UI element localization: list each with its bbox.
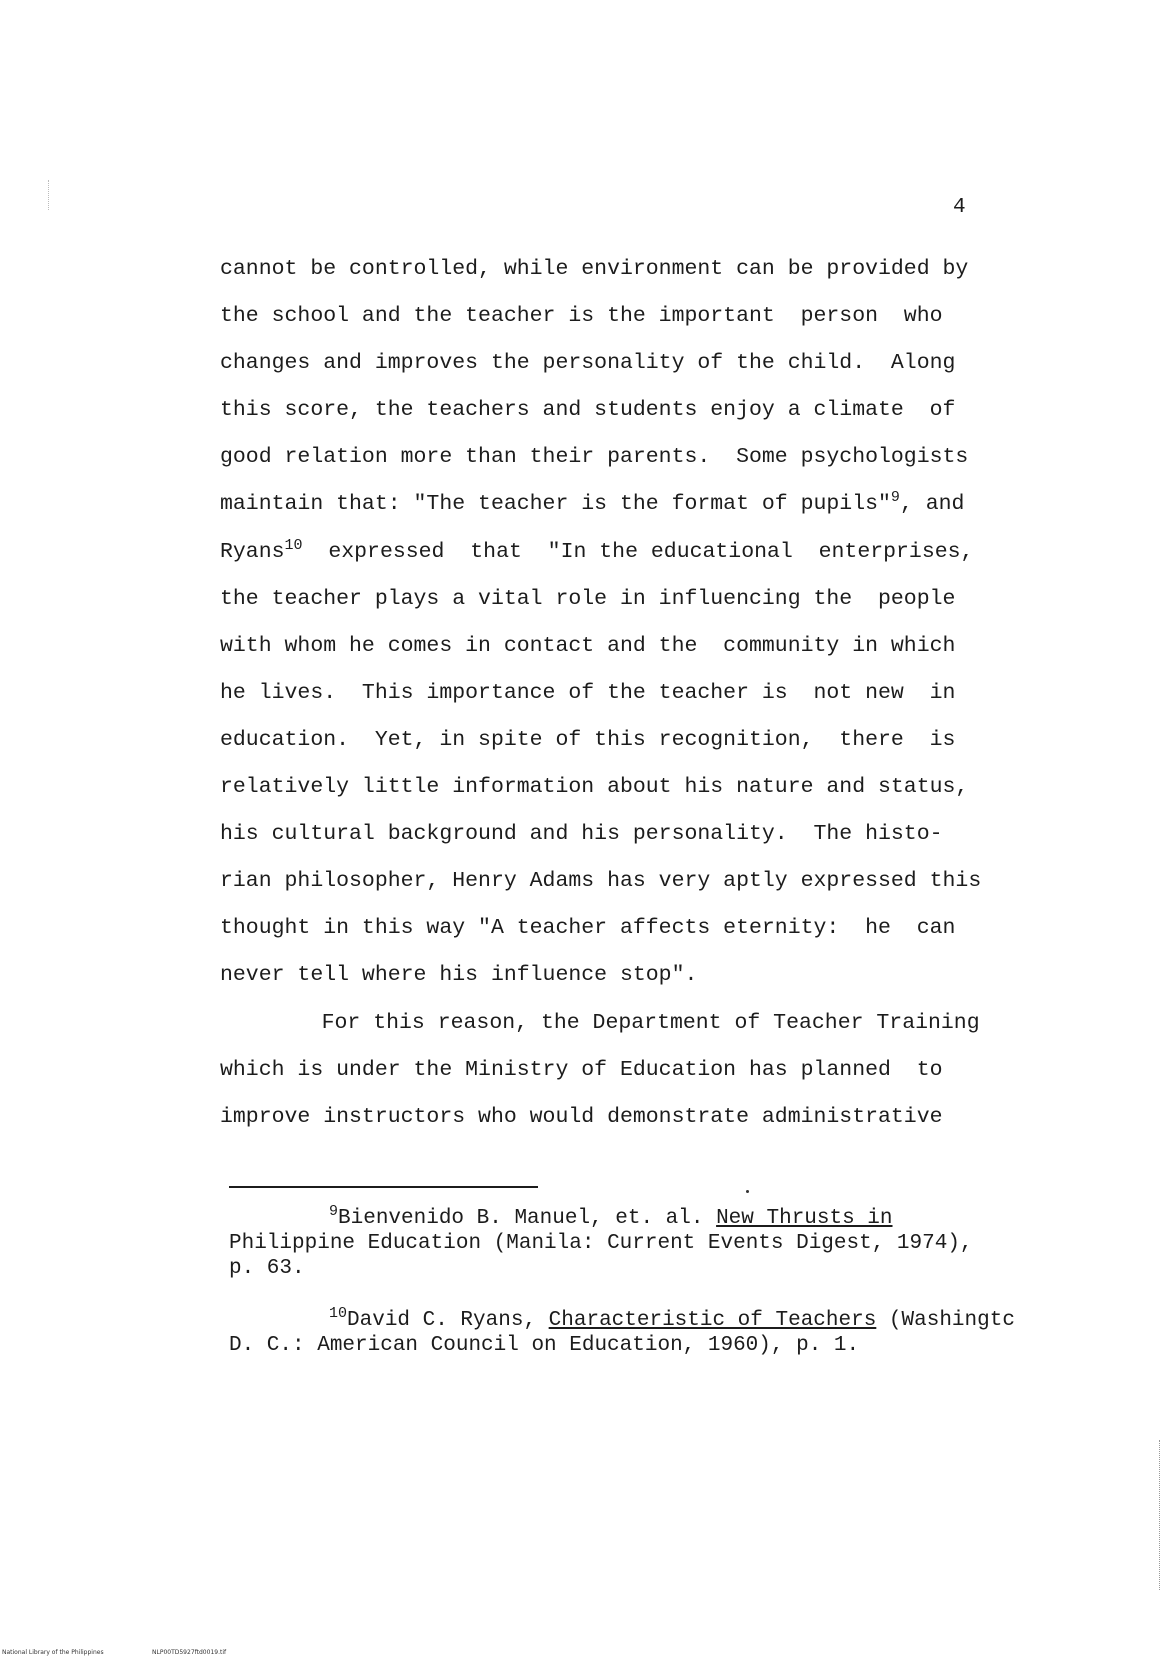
archive-label: National Library of the Philippines <box>2 1649 104 1656</box>
footnote-publisher: (Washingtc <box>876 1309 1015 1332</box>
body-line <box>220 529 1050 576</box>
body-line: changes and improves the personality of the child. Along <box>220 351 956 376</box>
body-line: he lives. This importance of the teacher is not new in <box>220 680 956 705</box>
body-line <box>220 481 1050 528</box>
footnote-line: D. C.: American Council on Education, 1960), p. 1. <box>229 1334 860 1357</box>
body-line: improve instructors who would demonstrate administrative <box>220 1104 943 1129</box>
footnote-number: 9 <box>329 1203 339 1220</box>
body-line: this score, the teachers and students enjoy a climate of <box>220 398 956 423</box>
footnotes <box>229 1203 1129 1385</box>
footnote-9 <box>229 1203 1129 1281</box>
body-line: For this reason, the Department of Teacher Training <box>270 1010 980 1035</box>
footnote-ref-9: 9 <box>890 489 900 507</box>
body-line: the school and the teacher is the important person who <box>220 304 943 329</box>
body-line: never tell where his influence stop". <box>220 963 698 988</box>
body-line: cannot be controlled, while environment can be provided by <box>220 257 969 281</box>
body-line: the teacher plays a vital role in influencing the people <box>220 586 956 611</box>
page-number: 4 <box>953 196 966 219</box>
footnote-line <box>229 1203 1129 1231</box>
footnote-title: New Thrusts in <box>716 1207 893 1230</box>
body-line: rian philosopher, Henry Adams has very aptly expressed this <box>220 869 982 894</box>
body-line: with whom he comes in contact and the community in which <box>220 633 956 658</box>
footnote-title: Characteristic of Teachers <box>548 1309 877 1332</box>
body-line: thought in this way "A teacher affects eternity: he can <box>220 916 956 941</box>
body-line-text: maintain that: "The teacher is the format of pupils" <box>220 492 891 517</box>
body-line: good relation more than their parents. Some psychologists <box>220 445 969 470</box>
footnote-ref-10: 10 <box>284 536 303 554</box>
body-text <box>220 246 1050 1141</box>
margin-speckle <box>1159 1440 1162 1590</box>
body-line: his cultural background and his personality. The histo- <box>220 822 943 847</box>
footnote-line <box>229 1231 1129 1256</box>
file-label: NLP00TD5927ftd0019.tif <box>152 1649 227 1656</box>
body-line: which is under the Ministry of Education has planned to <box>220 1057 943 1082</box>
footnote-10 <box>229 1305 1129 1358</box>
body-line-tail: expressed that "In the educational enterprises, <box>302 539 974 564</box>
body-line: education. Yet, in spite of this recognition, there is <box>220 727 956 752</box>
margin-speckle <box>48 180 50 210</box>
footnote-number: 10 <box>329 1305 348 1322</box>
body-line: relatively little information about his nature and status, <box>220 775 969 800</box>
body-line-tail: , and <box>899 492 965 517</box>
footnote-title: Philippine Education <box>229 1232 482 1255</box>
ink-speck <box>746 1190 749 1193</box>
body-line-text: Ryans <box>220 539 285 564</box>
footnote-divider <box>229 1186 538 1188</box>
footnote-author: David C. Ryans, <box>347 1309 549 1332</box>
footnote-author: Bienvenido B. Manuel, et. al. <box>338 1207 717 1230</box>
footnote-line <box>229 1305 1129 1333</box>
footnote-line: p. 63. <box>229 1257 305 1280</box>
footnote-publisher: (Manila: Current Events Digest, 1974), <box>481 1232 973 1255</box>
